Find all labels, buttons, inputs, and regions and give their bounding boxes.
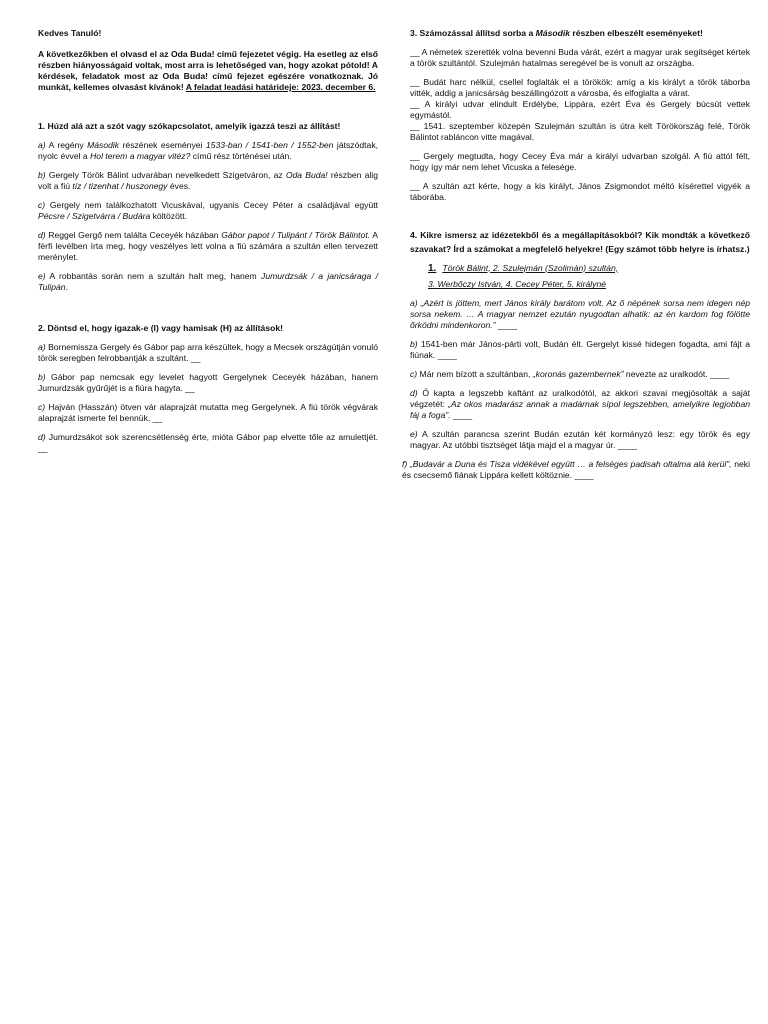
s1-item-d: d) Reggel Gergő nem találta Ceceyék házában Gábor papot / Tulipánt / Török Bálintot. A férfi levélben írta meg, hogy veszélyes lett volna a fiú számára a szultán ellen tervezett merénylet. (38, 230, 378, 262)
s2-item-a[interactable]: a) Bornemissza Gergely és Gábor pap arra készültek, hogy a Mecsek országútján vonuló török seregben felrobbantják a szultánt. __ (38, 342, 378, 363)
s1-item-b: b) Gergely Török Bálint udvarában nevelkedett Szigetváron, az Oda Buda! részben alig volt a fiú tíz / tizenhat / huszonegy éves. (38, 170, 378, 191)
choice-options[interactable]: 1533-ban / 1541-ben / 1552-ben (205, 140, 334, 150)
s2-item-d[interactable]: d) Jumurdzsákot sok szerencsétlenség érte, mióta Gábor pap elvette tőle az amulettjét. __ (38, 432, 378, 453)
s1-item-a: a) A regény Második részének eseményei 1533-ban / 1541-ben / 1552-ben játszódtak, nyolc évvel a Hol terem a magyar vitéz? című rész történései után. (38, 140, 379, 161)
left-column (38, 28, 378, 454)
section-2-title: 2. Döntsd el, hogy igazak-e (I) vagy hamisak (H) az állítások! (38, 323, 283, 333)
choice-options[interactable]: tíz / tizenhat / huszonegy (72, 181, 168, 191)
s3-event[interactable]: __ 1541. szeptember közepén Szulejmán szultán is útra kelt Törökország felé, Török Bálintot rabláncon vitte magával. (410, 121, 750, 142)
s4-item-c[interactable]: c) Már nem bízott a szultánban, „koronás gazembernek” nevezte az uralkodót. ____ (410, 369, 730, 380)
s3-event[interactable]: __ Gergely megtudta, hogy Cecey Éva már a királyi udvarban szolgál. A fiú attól félt, hogy így már nem lehet Vicuska a felesége. (410, 151, 750, 172)
greeting: Kedves Tanuló! (38, 28, 102, 38)
section-4-title: 4. Kikre ismersz az idézetekből és a megállapításokból? Kik mondták a következő szavakat? Írd a számokat a megfelelő helyekre! (Egy számot több helyre is írhatsz.) (410, 230, 750, 254)
section-1-title: 1. Húzd alá azt a szót vagy szókapcsolatot, amelyik igazzá teszi az állítást! (38, 121, 341, 131)
s3-event[interactable]: __ A németek szerették volna bevenni Buda várát, ezért a magyar urak segítséget kértek a török szultántól. Szulejmán hatalmas seregével be is vonult az országba. (410, 47, 750, 68)
s2-item-b[interactable]: b) Gábor pap nemcsak egy levelet hagyott Gergelynek Ceceyék házában, hanem Jumurdzsák gyűrűjét is a fiúra hagyta. __ (38, 372, 378, 393)
s4-item-e[interactable]: e) A szultán parancsa szerint Budán ezután két kormányzó lesz: egy török és egy magyar. Az utóbbi tisztséget látja majd el a magyar úr. ____ (410, 429, 750, 451)
right-column (402, 28, 750, 481)
s3-event[interactable]: __ Budát harc nélkül, csellel foglalták el a törökök: amíg a kis királyt a török táborba vitték, addig a janicsárság beszállingózott a városba, és elfoglalta a várat. (410, 77, 750, 98)
section-3-title: 3. Számozással állítsd sorba a Második részben elbeszélt eseményeket! (410, 28, 703, 38)
choice-options[interactable]: Gábor papot / Tulipánt / Török Bálintot. (221, 230, 371, 240)
codes-line-1: 1. Török Bálint, 2. Szulejmán (Szolimán) szultán, (428, 262, 619, 274)
codes-line-2: 3. Werbőczy István, 4. Cecey Péter, 5. királyné (428, 279, 607, 290)
intro-paragraph (38, 49, 378, 93)
s3-event[interactable]: __ A királyi udvar elindult Erdélybe, Lippára, ezért Éva és Gergely búcsút vettek egymástól. (410, 99, 750, 120)
s4-item-f[interactable]: f) „Budavár a Duna és Tisza vidékével együtt … a felséges padisah oltalma alá kerül”, neki és csecsemő fiának Lippára kellett költöznie. ____ (402, 459, 750, 481)
person-codes (428, 263, 750, 291)
s1-item-c: c) Gergely nem találkozhatott Vicuskával, ugyanis Cecey Péter a családjával együtt Pécsre / Szigetvárra / Budára költözött. (38, 200, 378, 221)
s3-event[interactable]: __ A szultán azt kérte, hogy a kis királyt, János Zsigmondot méltó kísérettel vigyék a táborába. (410, 181, 750, 202)
s4-item-d[interactable]: d) Ő kapta a legszebb kaftánt az uralkodótól, az akkori szavai megjósolták a saját végzetét: „Az okos madarász annak a madárnak sípol legszebben, amelyikre legjobban fáj a foga”. ____ (410, 388, 750, 421)
deadline: A feladat leadási határideje: 2023. december 6. (185, 82, 376, 92)
s4-item-b[interactable]: b) 1541-ben már János-párti volt, Budán élt. Gergelyt kissé hidegen fogadta, ami fájt a fiúnak. ____ (410, 339, 750, 361)
intro-text: A következőkben el olvasd el az Oda Buda! című fejezetet végig. Ha esetleg az első részben hiányosságaid voltak, most arra is lehetőséged van, hogy azokat pótold! A kérdések, feladatok most az Oda Buda! című fejezet egészére vonatkoznak. Jó munkát, kellemes olvasást kívánok! (38, 49, 378, 92)
choice-options[interactable]: Pécsre / Szigetvárra / Budára (38, 211, 151, 221)
choice-options[interactable]: Jumurdzsák / a janicsáraga / Tulipán (38, 271, 378, 292)
s1-item-e: e) A robbantás során nem a szultán halt meg, hanem Jumurdzsák / a janicsáraga / Tulipán. (38, 271, 378, 292)
s2-item-c[interactable]: c) Hajván (Hasszán) ötven vár alaprajzát mutatta meg Gergelynek. A fiú török végvárak alaprajzát ismerte fel bennük. __ (38, 402, 378, 423)
s4-item-a[interactable]: a) „Azért is jöttem, mert János király barátom volt. Az ő népének sorsa nem idegen nép sorsa nekem. … A magyar nemzet ezután nyugodtan alhatik: az én kardom fog fölötte őrködni mindenkoron.” ____ (410, 298, 750, 331)
